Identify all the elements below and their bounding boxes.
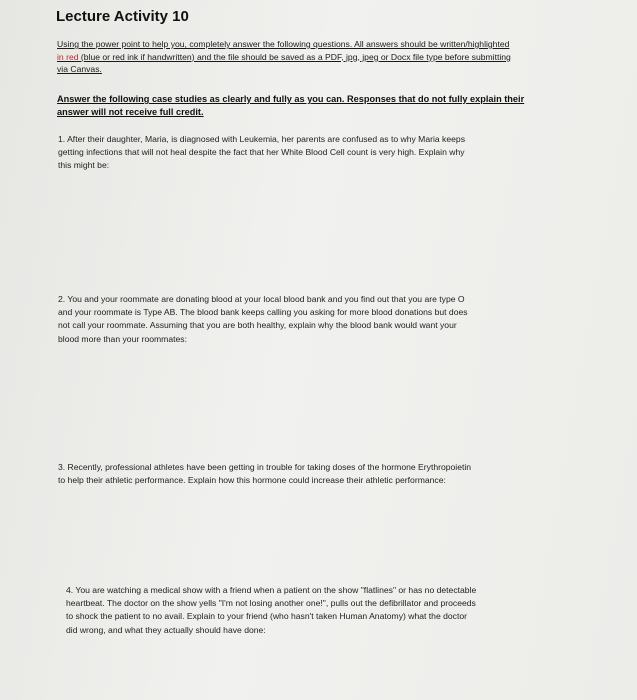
instruction-paragraph xyxy=(57,93,597,119)
question-4 xyxy=(66,584,601,637)
question-3 xyxy=(58,461,593,487)
question-line: 4. You are watching a medical show with a friend when a patient on the show "flatlines" or has no detectable xyxy=(66,585,477,595)
intro-line-2-rest: (blue or red ink if handwritten) and the file should be saved as a PDF, jpg, jpeg or Docx file type before submitting xyxy=(78,51,511,62)
page-title: Lecture Activity 10 xyxy=(56,8,189,25)
question-line: 1. After their daughter, Maria, is diagnosed with Leukemia, her parents are confused as to why Maria keeps xyxy=(58,134,465,144)
intro-line-2 xyxy=(57,51,597,64)
question-line: 2. You and your roommate are donating blood at your local blood bank and you find out that you are type O xyxy=(58,294,465,304)
intro-red-text: in red xyxy=(57,51,79,62)
question-line: blood more than your roommates: xyxy=(58,333,187,344)
intro-line-1: Using the power point to help you, completely answer the following questions. All answers should be written/highlighted xyxy=(57,39,510,49)
question-2 xyxy=(58,293,593,346)
intro-paragraph xyxy=(57,38,597,76)
question-line: to help their athletic performance. Explain how this hormone could increase their athletic performance: xyxy=(58,475,446,486)
question-1 xyxy=(58,133,593,173)
intro-line-3: via Canvas. xyxy=(57,64,102,75)
question-line: not call your roommate. Assuming that you are both healthy, explain why the blood bank would want your xyxy=(58,320,457,331)
question-line: heartbeat. The doctor on the show yells "I'm not losing another one!", pulls out the defibrillator and proceeds xyxy=(66,598,476,609)
question-line: 3. Recently, professional athletes have been getting in trouble for taking doses of the hormone Erythropoietin xyxy=(58,462,472,472)
instruction-line-2: answer will not receive full credit. xyxy=(57,107,204,117)
question-line: and your roommate is Type AB. The blood bank keeps calling you asking for more blood donations but does xyxy=(58,307,468,318)
question-line: getting infections that will not heal despite the fact that her White Blood Cell count is very high. Explain why xyxy=(58,147,465,158)
question-line: this might be: xyxy=(58,160,110,171)
instruction-line-1: Answer the following case studies as clearly and fully as you can. Responses that do not fully explain their xyxy=(57,94,525,104)
question-line: did wrong, and what they actually should have done: xyxy=(66,624,266,635)
question-line: to shock the patient to no avail. Explain to your friend (who hasn't taken Human Anatomy) what the doctor xyxy=(66,611,467,622)
